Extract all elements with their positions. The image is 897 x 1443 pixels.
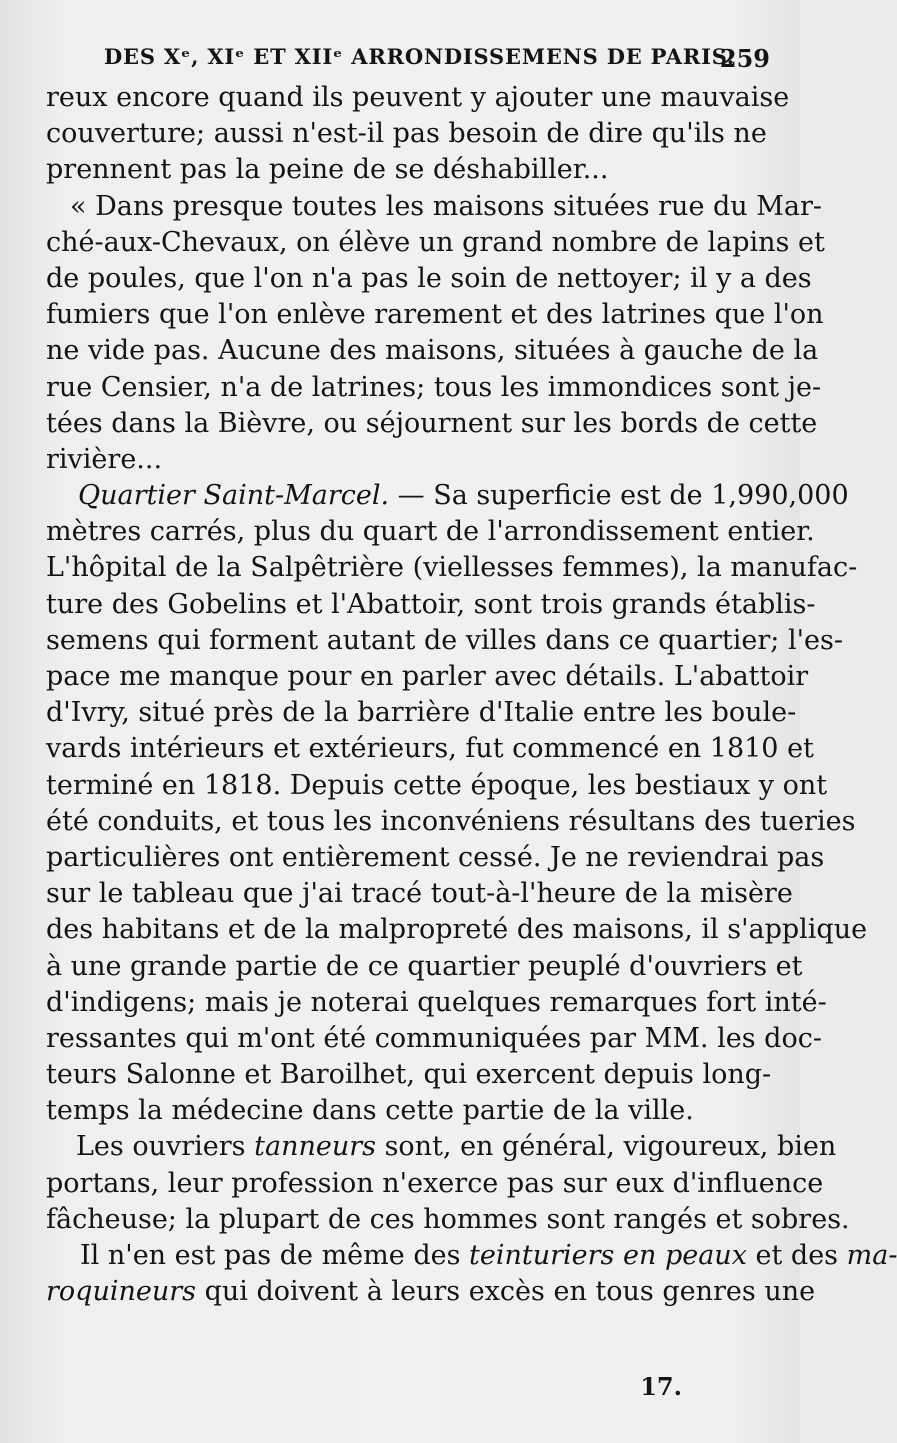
text-line: de poules, que l'on n'a pas le soin de nettoyer; il y a des — [46, 262, 812, 294]
text-line: vards intérieurs et extérieurs, fut commencé en 1810 et — [46, 733, 814, 765]
text-line: d'Ivry, situé près de la barrière d'Italie entre les boule- — [46, 697, 797, 729]
page-header — [44, 36, 770, 80]
text-line: Il n'en est pas de même des teinturiers en peaux et des ma- — [80, 1240, 897, 1271]
text-line: roquineurs qui doivent à leurs excès en tous genres une — [46, 1276, 816, 1308]
text-line: été conduits, et tous les inconvéniens résultans des tueries — [46, 805, 856, 837]
text-line: ture des Gobelins et l'Abattoir, sont trois grands établis- — [46, 588, 816, 620]
text-line: « Dans presque toutes les maisons situées rue du Mar- — [70, 190, 823, 222]
text-line: tées dans la Bièvre, ou séjournent sur les bords de cette — [46, 407, 818, 439]
text-line: rue Censier, n'a de latrines; tous les immondices sont je- — [46, 371, 822, 403]
page-number: 259 — [719, 44, 770, 73]
text-line: sur le tableau que j'ai tracé tout-à-l'heure de la misère — [46, 878, 793, 910]
text-line: fâcheuse; la plupart de ces hommes sont rangés et sobres. — [46, 1203, 850, 1235]
text-line: portans, leur profession n'exerce pas sur eux d'influence — [46, 1167, 824, 1199]
text-line: à une grande partie de ce quartier peuplé d'ouvriers et — [46, 950, 803, 982]
text-line: couverture; aussi n'est-il pas besoin de dire qu'ils ne — [46, 118, 767, 150]
text-line: terminé en 1818. Depuis cette époque, les bestiaux y ont — [46, 769, 828, 801]
signature-mark: 17. — [640, 1372, 682, 1401]
text-line: mètres carrés, plus du quart de l'arrondissement entier. — [46, 516, 815, 548]
text-line: des habitans et de la malpropreté des maisons, il s'applique — [46, 914, 868, 946]
text-line: Quartier Saint-Marcel. — Sa superficie est de 1,990,000 — [78, 480, 849, 512]
text-line: particulières ont entièrement cessé. Je ne reviendrai pas — [46, 841, 825, 873]
text-line: semens qui forment autant de villes dans ce quartier; l'es- — [46, 624, 844, 656]
text-line: temps la médecine dans cette partie de la ville. — [46, 1095, 694, 1127]
running-title: DES Xᵉ, XIᵉ ET XIIᵉ ARRONDISSEMENS DE PARIS. — [104, 44, 736, 69]
text-line: ressantes qui m'ont été communiquées par MM. les doc- — [46, 1022, 822, 1054]
text-line: ché-aux-Chevaux, on élève un grand nombre de lapins et — [46, 226, 825, 258]
text-line: Les ouvriers tanneurs sont, en général, vigoureux, bien — [76, 1131, 837, 1163]
body-text — [46, 80, 897, 1310]
text-line: prennent pas la peine de se déshabiller... — [46, 154, 609, 186]
text-line: reux encore quand ils peuvent y ajouter une mauvaise — [46, 82, 790, 113]
text-line: fumiers que l'on enlève rarement et des latrines que l'on — [46, 299, 824, 331]
text-line: rivière... — [46, 443, 163, 475]
text-line: d'indigens; mais je noterai quelques remarques fort inté- — [46, 986, 827, 1018]
text-line: ne vide pas. Aucune des maisons, situées à gauche de la — [46, 335, 819, 367]
text-line: teurs Salonne et Baroilhet, qui exercent depuis long- — [46, 1059, 772, 1091]
text-line: L'hôpital de la Salpêtrière (viellesses femmes), la manufac- — [46, 552, 858, 584]
text-line: pace me manque pour en parler avec détails. L'abattoir — [46, 661, 809, 692]
